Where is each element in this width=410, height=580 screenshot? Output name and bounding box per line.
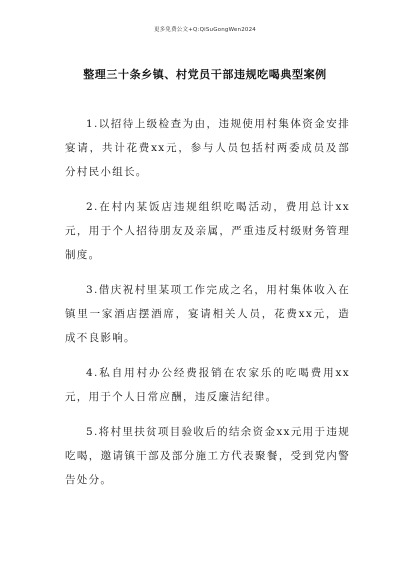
header-note: 更多免费公文+Q:QiSuGongWen2024: [153, 27, 256, 33]
case-paragraph-3: 3.借庆祝村里某项工作完成之名，用村集体收入在镇里一家酒店摆酒席，宴请相关人员，花费xx元，造成不良影响。: [65, 284, 350, 344]
case-paragraph-4: 4.私自用村办公经费报销在农家乐的吃喝费用xx元，用于个人日常应酬，违反廉洁纪律。: [65, 367, 350, 403]
document-body: [65, 112, 350, 503]
case-paragraph-5: 5.将村里扶贫项目验收后的结余资金xx元用于违规吃喝，邀请镇干部及部分施工方代表聚餐，受到党内警告处分。: [65, 426, 350, 486]
document-title: 整理三十条乡镇、村党员干部违规吃喝典型案例: [83, 68, 327, 81]
case-paragraph-2: 2.在村内某饭店违规组织吃喝活动，费用总计xx元，用于个人招待朋友及亲属，严重违反村级财务管理制度。: [65, 201, 350, 261]
case-paragraph-1: 1.以招待上级检查为由，违规使用村集体资金安排宴请，共计花费xx元，参与人员包括村两委成员及部分村民小组长。: [65, 118, 350, 178]
